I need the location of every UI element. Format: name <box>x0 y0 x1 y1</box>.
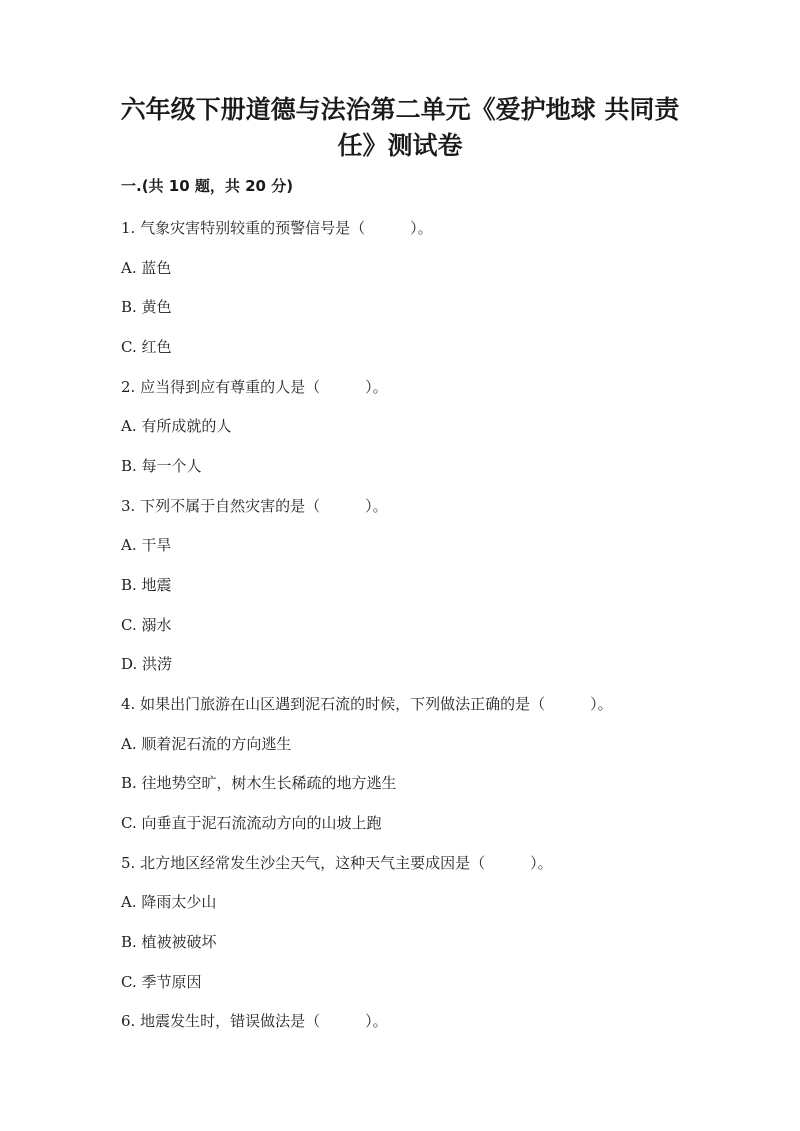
option-5b: B. 植被被破坏 <box>121 933 217 951</box>
option-5a: A. 降雨太少山 <box>121 893 217 911</box>
option-3d: D. 洪涝 <box>121 655 173 673</box>
question-stem-6: 6. 地震发生时，错误做法是（ ）。 <box>121 1012 388 1030</box>
question-stem-2: 2. 应当得到应有尊重的人是（ ）。 <box>121 378 388 396</box>
question-stem-5: 5. 北方地区经常发生沙尘天气，这种天气主要成因是（ ）。 <box>121 854 553 872</box>
option-3b: B. 地震 <box>121 576 172 594</box>
question-stem-3: 3. 下列不属于自然灾害的是（ ）。 <box>121 497 388 515</box>
option-1c: C. 红色 <box>121 338 172 356</box>
page-title <box>100 92 700 164</box>
option-4a: A. 顺着泥石流的方向逃生 <box>121 735 292 753</box>
option-2b: B. 每一个人 <box>121 457 202 475</box>
option-3c: C. 溺水 <box>121 616 172 634</box>
title-line-1: 六年级下册道德与法治第二单元《爱护地球 共同责 <box>120 95 680 124</box>
section-heading: 一.(共 10 题，共 20 分) <box>121 177 294 195</box>
option-3a: A. 干旱 <box>121 536 172 554</box>
option-1a: A. 蓝色 <box>121 259 172 277</box>
option-4c: C. 向垂直于泥石流流动方向的山坡上跑 <box>121 814 382 832</box>
question-stem-1: 1. 气象灾害特别较重的预警信号是（ ）。 <box>121 219 433 237</box>
option-4b: B. 往地势空旷，树木生长稀疏的地方逃生 <box>121 774 397 792</box>
question-stem-4: 4. 如果出门旅游在山区遇到泥石流的时候，下列做法正确的是（ ）。 <box>121 695 613 713</box>
option-5c: C. 季节原因 <box>121 973 202 991</box>
option-1b: B. 黄色 <box>121 298 172 316</box>
option-2a: A. 有所成就的人 <box>121 417 232 435</box>
title-line-2: 任》测试卷 <box>337 131 463 160</box>
